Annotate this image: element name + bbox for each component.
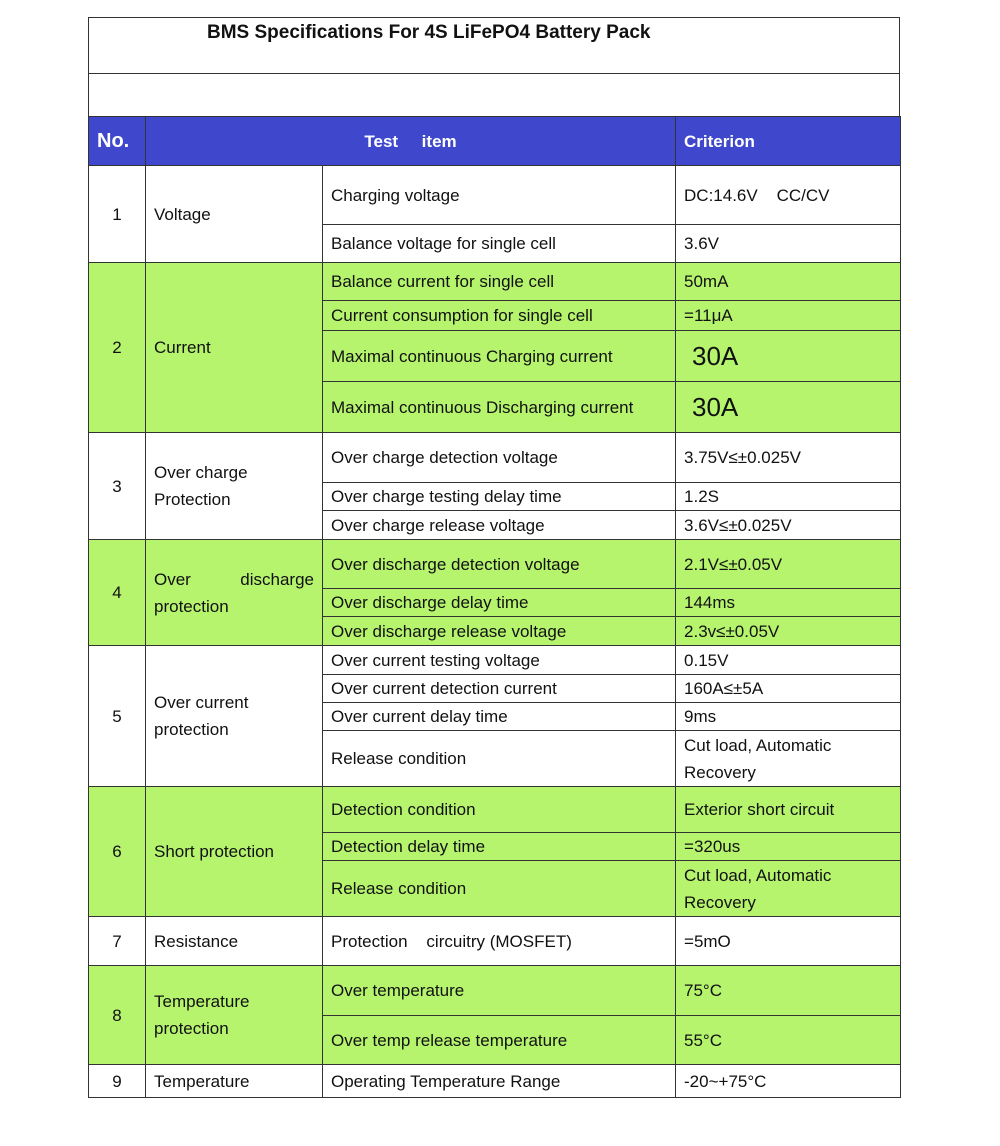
criterion-value: 3.6V≤±0.025V <box>676 511 901 540</box>
group-name <box>146 646 323 787</box>
group-number: 5 <box>89 646 146 787</box>
criterion-line: Cut load, Automatic <box>684 735 832 755</box>
test-item: Over discharge release voltage <box>323 617 676 646</box>
group-name-line: Over current <box>154 693 249 712</box>
group-name-line: Temperature <box>154 992 250 1011</box>
criterion-value: 0.15V <box>676 646 901 675</box>
test-item: Over current delay time <box>323 703 676 731</box>
criterion-line: Recovery <box>684 892 756 912</box>
test-item: Balance current for single cell <box>323 263 676 301</box>
test-item: Release condition <box>323 731 676 787</box>
criterion-value: 30A <box>676 382 901 433</box>
criterion-value: 144ms <box>676 589 901 617</box>
group-name: Current <box>146 263 323 433</box>
criterion-value: Exterior short circuit <box>676 787 901 833</box>
test-item: Over discharge detection voltage <box>323 540 676 589</box>
criterion-value: =320us <box>676 833 901 861</box>
table-row <box>89 263 901 301</box>
group-name: Short protection <box>146 787 323 917</box>
group-name <box>146 966 323 1065</box>
group-number: 1 <box>89 166 146 263</box>
group-number: 9 <box>89 1065 146 1098</box>
spec-table <box>88 116 901 1098</box>
document-title: BMS Specifications For 4S LiFePO4 Battery Pack <box>88 17 900 73</box>
spec-sheet <box>88 17 900 1098</box>
table-row <box>89 166 901 225</box>
test-item: Over temp release temperature <box>323 1016 676 1065</box>
group-name <box>146 433 323 540</box>
test-item: Release condition <box>323 861 676 917</box>
table-row <box>89 540 901 589</box>
test-item: Detection condition <box>323 787 676 833</box>
group-name-line: Protection <box>154 490 231 509</box>
group-name-line: protection <box>154 596 229 616</box>
test-item: Detection delay time <box>323 833 676 861</box>
criterion-value: 3.6V <box>676 225 901 263</box>
header-test-item: Test item <box>146 117 676 166</box>
group-name: Temperature <box>146 1065 323 1098</box>
criterion-value: 2.3v≤±0.05V <box>676 617 901 646</box>
table-row <box>89 433 901 483</box>
criterion-value: =5mO <box>676 917 901 966</box>
table-row <box>89 1065 901 1098</box>
table-row <box>89 646 901 675</box>
blank-row <box>88 73 900 116</box>
test-item: Over charge detection voltage <box>323 433 676 483</box>
criterion-value: 9ms <box>676 703 901 731</box>
criterion-value: DC:14.6V CC/CV <box>676 166 901 225</box>
test-item: Current consumption for single cell <box>323 301 676 331</box>
test-item: Over discharge delay time <box>323 589 676 617</box>
group-number: 2 <box>89 263 146 433</box>
header-criterion: Criterion <box>676 117 901 166</box>
criterion-value: 160A≤±5A <box>676 675 901 703</box>
criterion-value <box>676 861 901 917</box>
criterion-value: 1.2S <box>676 483 901 511</box>
test-item: Over charge release voltage <box>323 511 676 540</box>
table-row <box>89 966 901 1016</box>
group-name: Voltage <box>146 166 323 263</box>
criterion-value: 55°C <box>676 1016 901 1065</box>
group-name-line: protection <box>154 720 229 739</box>
criterion-value: 50mA <box>676 263 901 301</box>
test-item: Charging voltage <box>323 166 676 225</box>
group-name-line: Over discharge <box>154 569 314 589</box>
test-item: Over charge testing delay time <box>323 483 676 511</box>
group-name-line: Over charge <box>154 463 248 482</box>
header-no: No. <box>89 117 146 166</box>
group-number: 3 <box>89 433 146 540</box>
criterion-value: 3.75V≤±0.025V <box>676 433 901 483</box>
group-number: 6 <box>89 787 146 917</box>
group-name: Resistance <box>146 917 323 966</box>
table-row <box>89 787 901 833</box>
criterion-line: Cut load, Automatic <box>684 865 832 885</box>
group-number: 4 <box>89 540 146 646</box>
criterion-value: 30A <box>676 331 901 382</box>
group-number: 7 <box>89 917 146 966</box>
test-item: Over temperature <box>323 966 676 1016</box>
criterion-value: =11μA <box>676 301 901 331</box>
test-item: Protection circuitry (MOSFET) <box>323 917 676 966</box>
test-item: Maximal continuous Discharging current <box>323 382 676 433</box>
test-item: Maximal continuous Charging current <box>323 331 676 382</box>
test-item: Over current detection current <box>323 675 676 703</box>
test-item: Balance voltage for single cell <box>323 225 676 263</box>
criterion-value <box>676 731 901 787</box>
group-number: 8 <box>89 966 146 1065</box>
criterion-value: 2.1V≤±0.05V <box>676 540 901 589</box>
header-row <box>89 117 901 166</box>
test-item: Over current testing voltage <box>323 646 676 675</box>
criterion-value: 75°C <box>676 966 901 1016</box>
criterion-line: Recovery <box>684 762 756 782</box>
criterion-value: -20~+75°C <box>676 1065 901 1098</box>
group-name <box>146 540 323 646</box>
group-name-line: protection <box>154 1019 229 1038</box>
test-item: Operating Temperature Range <box>323 1065 676 1098</box>
table-row <box>89 917 901 966</box>
